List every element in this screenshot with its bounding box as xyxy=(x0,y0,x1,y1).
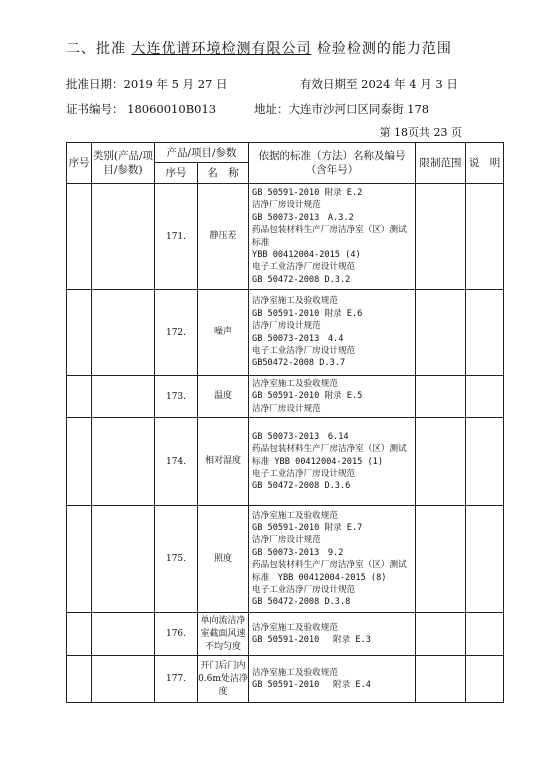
standard-line: GB50472-2008 D.3.7 xyxy=(252,358,346,369)
cell-sub-seq: 175. xyxy=(155,506,198,613)
col-standard: 依据的标准（方法）名称及编号（含年号） xyxy=(249,143,416,184)
cell-standard xyxy=(249,506,416,613)
standard-line: 电子工业洁净厂房设计规范 xyxy=(252,262,356,273)
col-sub-seq: 序号 xyxy=(155,163,198,184)
cell-seq xyxy=(67,418,92,506)
cell-note xyxy=(466,418,504,506)
document-title xyxy=(66,38,452,58)
cell-sub-name: 噪声 xyxy=(198,290,249,376)
cell-seq xyxy=(67,656,92,703)
cell-limit xyxy=(416,656,466,703)
standard-line: 洁净厂房设计规范 xyxy=(252,535,321,546)
standard-line: 洁净室施工及验收规范 xyxy=(252,622,338,633)
standard-line: GB 50591-2010 附录 E.5 xyxy=(252,391,363,402)
cell-limit xyxy=(416,506,466,613)
standard-line: 电子工业洁净厂房设计规范 xyxy=(252,585,356,596)
table-row xyxy=(67,613,504,656)
col-seq: 序号 xyxy=(67,143,92,184)
cell-sub-seq: 177. xyxy=(155,656,198,703)
standard-line: 电子工业洁净厂房设计规范 xyxy=(252,345,356,356)
cell-note xyxy=(466,376,504,418)
col-note: 说 明 xyxy=(466,143,504,184)
cell-note xyxy=(466,656,504,703)
cell-note xyxy=(466,506,504,613)
cell-sub-name: 静压差 xyxy=(198,184,249,290)
standard-line: YBB 00412004-2015 (4) xyxy=(252,249,361,260)
title-prefix: 二、批准 xyxy=(66,41,126,57)
cell-category xyxy=(92,184,155,290)
address: 地址：大连市沙河口区同泰街 178 xyxy=(254,102,430,116)
standard-line: GB 50472-2008 D.3.6 xyxy=(252,481,351,492)
standard-line: GB 50591-2010 附录 E.3 xyxy=(252,635,371,646)
cell-seq xyxy=(67,290,92,376)
cell-standard xyxy=(249,290,416,376)
cell-standard xyxy=(249,418,416,506)
standard-line: 洁净室施工及验收规范 xyxy=(252,379,338,389)
col-category: 类别(产品/项目/参数) xyxy=(92,143,155,184)
standard-line: GB 50472-2008 D.3.2 xyxy=(252,274,351,285)
cell-sub-name: 开门后门内0.6m处洁净度 xyxy=(198,656,249,703)
standard-line: 电子工业洁净厂房设计规范 xyxy=(252,468,356,479)
standard-line: GB 50472-2008 D.3.8 xyxy=(252,597,351,608)
standard-line: 药品包装材料生产厂房洁净室（区）测试标准 YBB 00412004-2015 (8) xyxy=(252,560,407,583)
cell-seq xyxy=(67,613,92,656)
cell-limit xyxy=(416,418,466,506)
standard-line: 洁净厂房设计规范 xyxy=(252,403,321,414)
cell-sub-seq: 173. xyxy=(155,376,198,418)
cell-standard xyxy=(249,184,416,290)
col-product-group: 产品/项目/参数 xyxy=(155,143,249,163)
cell-note xyxy=(466,613,504,656)
standard-line: 洁净室施工及验收规范 xyxy=(252,296,338,307)
cell-sub-name: 温度 xyxy=(198,376,249,418)
cell-seq xyxy=(67,506,92,613)
standard-line: GB 50591-2010 附录 E.7 xyxy=(252,523,363,533)
cell-category xyxy=(92,506,155,613)
standard-line: 药品包装材料生产厂房洁净室（区）测试标准 YBB 00412004-2015 (1) xyxy=(252,444,407,467)
cell-sub-name: 照度 xyxy=(198,506,249,613)
standard-line: 洁净厂房设计规范 xyxy=(252,200,321,211)
standard-line: 药品包装材料生产厂房洁净室（区）测试标准 xyxy=(252,225,407,248)
cell-seq xyxy=(67,376,92,418)
table-row xyxy=(67,290,504,376)
standard-line: GB 50073-2013 A.3.2 xyxy=(252,212,354,223)
table-row xyxy=(67,184,504,290)
cell-seq xyxy=(67,184,92,290)
col-sub-name: 名 称 xyxy=(198,163,249,184)
table-row xyxy=(67,506,504,613)
cell-category xyxy=(92,656,155,703)
cell-category xyxy=(92,376,155,418)
table-row xyxy=(67,656,504,703)
scope-table xyxy=(66,142,504,703)
standard-line: GB 50591-2010 附录 E.6 xyxy=(252,308,363,319)
col-limit: 限制范围 xyxy=(416,143,466,184)
cell-note xyxy=(466,290,504,376)
title-suffix: 检验检测的能力范围 xyxy=(316,41,452,57)
approval-date: 批准日期：2019 年 5 月 27 日 xyxy=(66,77,228,91)
standard-line: GB 50073-2013 6.14 xyxy=(252,431,349,442)
cell-sub-seq: 172. xyxy=(155,290,198,376)
cell-sub-name: 相对湿度 xyxy=(198,418,249,506)
cell-limit xyxy=(416,290,466,376)
cell-sub-seq: 171. xyxy=(155,184,198,290)
cert-number: 证书编号： 18060010B013 xyxy=(66,102,217,116)
standard-line: 洁净室施工及验收规范 xyxy=(252,510,338,521)
page-info: 第 18页共 23 页 xyxy=(379,126,462,139)
table-row xyxy=(67,418,504,506)
cell-category xyxy=(92,290,155,376)
cell-sub-seq: 174. xyxy=(155,418,198,506)
standard-line: GB 50591-2010 附录 E.2 xyxy=(252,187,363,198)
valid-until: 有效日期至 2024 年 4 月 3 日 xyxy=(300,77,458,91)
cell-category xyxy=(92,418,155,506)
standard-line: 洁净室施工及验收规范 xyxy=(252,667,338,678)
cell-standard xyxy=(249,613,416,656)
standard-line: GB 50591-2010 附录 E.4 xyxy=(252,680,371,691)
standard-line: GB 50073-2013 9.2 xyxy=(252,547,344,558)
standard-line: 洁净厂房设计规范 xyxy=(252,321,321,332)
standard-line: GB 50073-2013 4.4 xyxy=(252,333,344,344)
table-row xyxy=(67,376,504,418)
cell-limit xyxy=(416,184,466,290)
cell-standard xyxy=(249,376,416,418)
cell-limit xyxy=(416,613,466,656)
cell-standard xyxy=(249,656,416,703)
org-name: 大连优谱环境检测有限公司 xyxy=(131,41,312,57)
cell-sub-seq: 176. xyxy=(155,613,198,656)
cell-category xyxy=(92,613,155,656)
cell-note xyxy=(466,184,504,290)
cell-sub-name: 单向流洁净室截面风速不均匀度 xyxy=(198,613,249,656)
cell-limit xyxy=(416,376,466,418)
